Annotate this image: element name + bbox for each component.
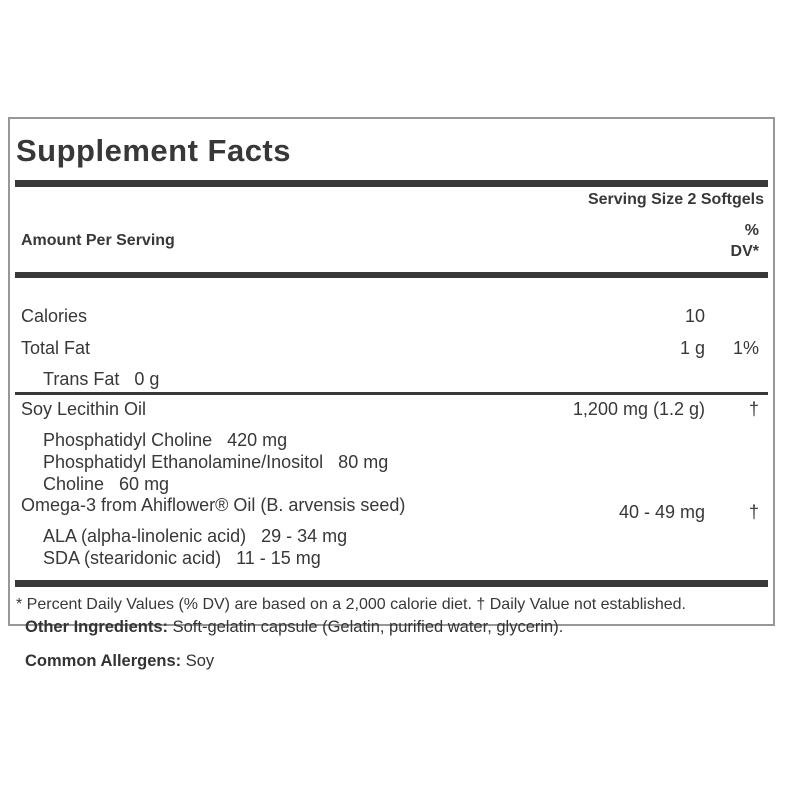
- nutrient-daily-value: 1%: [732, 338, 759, 358]
- nutrient-name: Calories: [21, 306, 88, 326]
- supplement-facts-panel: [8, 117, 775, 626]
- table-row: [15, 339, 768, 358]
- daily-value-footnote: * Percent Daily Values (% DV) are based on a 2,000 calorie diet. † Daily Value not established.: [16, 596, 686, 613]
- table-row: [15, 307, 768, 326]
- table-row: [15, 495, 768, 522]
- column-header-row: [15, 220, 768, 262]
- nutrient-amount: 10: [684, 306, 705, 326]
- other-ingredients-label: Other Ingredients:: [25, 618, 169, 636]
- common-allergens-text: Soy: [181, 652, 215, 670]
- footnote-divider-bar: [15, 580, 768, 587]
- table-row: [15, 431, 768, 450]
- panel-title: Supplement Facts: [16, 133, 291, 168]
- percent-dv-header: [731, 220, 768, 262]
- nutrient-amount: 1 g: [679, 338, 705, 358]
- table-row: [15, 370, 768, 389]
- table-row: [15, 549, 768, 568]
- other-ingredients-text: Soft-gelatin capsule (Gelatin, purified water, glycerin).: [168, 618, 564, 636]
- serving-size: Serving Size 2 Softgels: [587, 191, 764, 208]
- nutrient-name: Phosphatidyl Choline 420 mg: [43, 430, 288, 450]
- nutrient-name: Phosphatidyl Ethanolamine/Inositol 80 mg: [43, 452, 389, 472]
- nutrient-name: ALA (alpha-linolenic acid) 29 - 34 mg: [43, 526, 348, 546]
- common-allergens-label: Common Allergens:: [25, 652, 182, 670]
- nutrient-name: SDA (stearidonic acid) 11 - 15 mg: [43, 548, 321, 568]
- table-row: [15, 453, 768, 472]
- nutrient-name: Omega-3 from Ahiflower® Oil (B. arvensis seed): [21, 495, 406, 515]
- row-divider-line: [15, 392, 768, 395]
- nutrient-name: Soy Lecithin Oil: [21, 399, 147, 419]
- percent-dv-header-line1: %: [744, 222, 759, 239]
- nutrient-rows: [15, 278, 768, 568]
- nutrient-name: Choline 60 mg: [43, 474, 170, 494]
- table-row: [15, 527, 768, 546]
- nutrient-daily-value: †: [748, 399, 759, 419]
- table-row: [15, 400, 768, 419]
- nutrient-name: Trans Fat 0 g: [43, 369, 160, 389]
- title-divider-bar: [15, 180, 768, 187]
- nutrient-daily-value: †: [748, 502, 759, 522]
- common-allergens: [25, 651, 214, 672]
- nutrient-amount: 40 - 49 mg: [618, 502, 705, 522]
- other-ingredients: [25, 617, 563, 638]
- table-row: [15, 475, 768, 494]
- nutrient-amount: 1,200 mg (1.2 g): [572, 399, 705, 419]
- amount-per-serving-header: Amount Per Serving: [21, 232, 175, 249]
- percent-dv-header-line2: DV*: [730, 243, 759, 260]
- nutrient-name: Total Fat: [21, 338, 91, 358]
